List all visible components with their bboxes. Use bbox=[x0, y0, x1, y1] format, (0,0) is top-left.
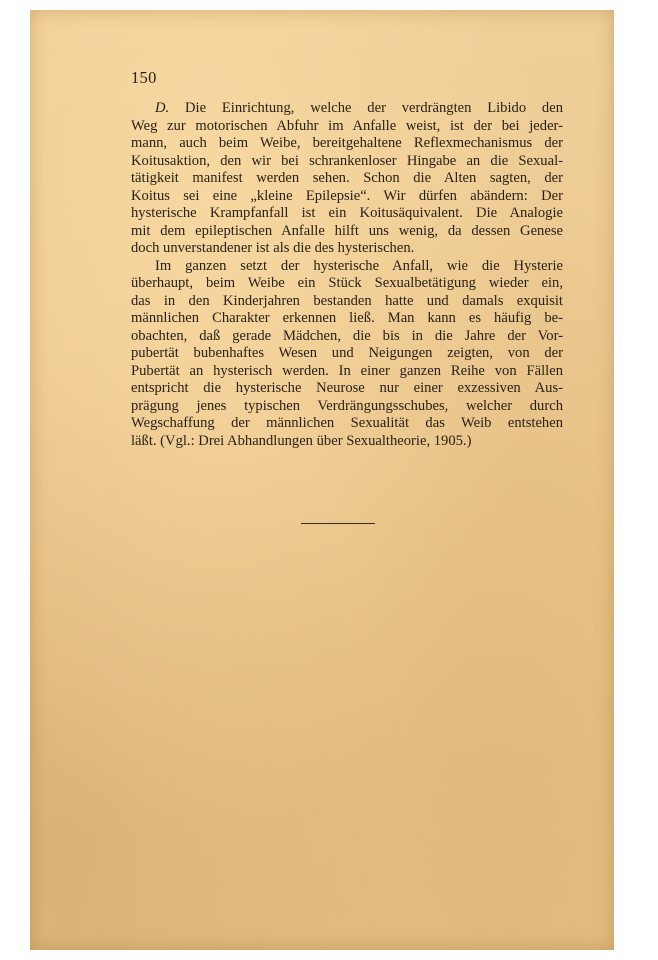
text-line: läßt. (Vgl.: Drei Abhandlungen über Sexualtheorie, 1905.) bbox=[131, 432, 472, 449]
text-line: hysterische Krampfanfall ist ein Koitusäquivalent. Die Analogie bbox=[131, 205, 563, 221]
paragraph-anfall bbox=[131, 258, 563, 451]
text-line: mit dem epileptischen Anfalle hilft uns wenig, da dessen Genese bbox=[131, 222, 563, 239]
section-divider bbox=[301, 523, 375, 524]
text-line bbox=[131, 100, 563, 118]
text-line: Wegschaffung der männlichen Sexualität das Weib entstehen bbox=[131, 415, 563, 431]
text-line: obachten, daß gerade Mädchen, die bis in die Jahre der Vor- bbox=[131, 327, 563, 344]
text-line-rest: Die Einrichtung, welche der verdrängten Libido den bbox=[185, 100, 563, 116]
text-line: männlichen Charakter erkennen ließ. Man kann es häufig be- bbox=[131, 310, 563, 326]
section-letter: D. bbox=[155, 100, 170, 116]
text-line: mann, auch beim Weibe, bereitgehaltene Reflexmechanismus der bbox=[131, 135, 563, 151]
text-line: entspricht die hysterische Neurose nur einer exzessiven Aus- bbox=[131, 380, 563, 396]
text-line: Im ganzen setzt der hysterische Anfall, wie die Hysterie bbox=[155, 257, 563, 274]
paragraph-d bbox=[131, 100, 563, 258]
body-text bbox=[131, 100, 563, 450]
text-line: prägung jenes typischen Verdrängungsschubes, welcher durch bbox=[131, 397, 563, 414]
text-line: das in den Kinderjahren bestanden hatte und damals exquisit bbox=[131, 292, 563, 309]
text-line: Pubertät an hysterisch werden. In einer ganzen Reihe von Fällen bbox=[131, 362, 563, 379]
page-number: 150 bbox=[131, 68, 157, 87]
text-line: Weg zur motorischen Abfuhr im Anfalle weist, ist der bei jeder- bbox=[131, 117, 563, 134]
text-line: Koitus sei eine „kleine Epilepsie“. Wir dürfen abändern: Der bbox=[131, 187, 563, 204]
text-line: doch unverstandener ist als die des hysterischen. bbox=[131, 240, 415, 256]
text-line: überhaupt, beim Weibe ein Stück Sexualbetätigung wieder ein, bbox=[131, 275, 563, 291]
text-line: Koitusaktion, den wir bei schrankenloser Hingabe an die Sexual- bbox=[131, 152, 563, 169]
book-page bbox=[30, 10, 614, 950]
text-line: tätigkeit manifest werden sehen. Schon die Alten sagten, der bbox=[131, 170, 563, 186]
text-line: pubertät bubenhaftes Wesen und Neigungen zeigten, von der bbox=[131, 345, 563, 361]
